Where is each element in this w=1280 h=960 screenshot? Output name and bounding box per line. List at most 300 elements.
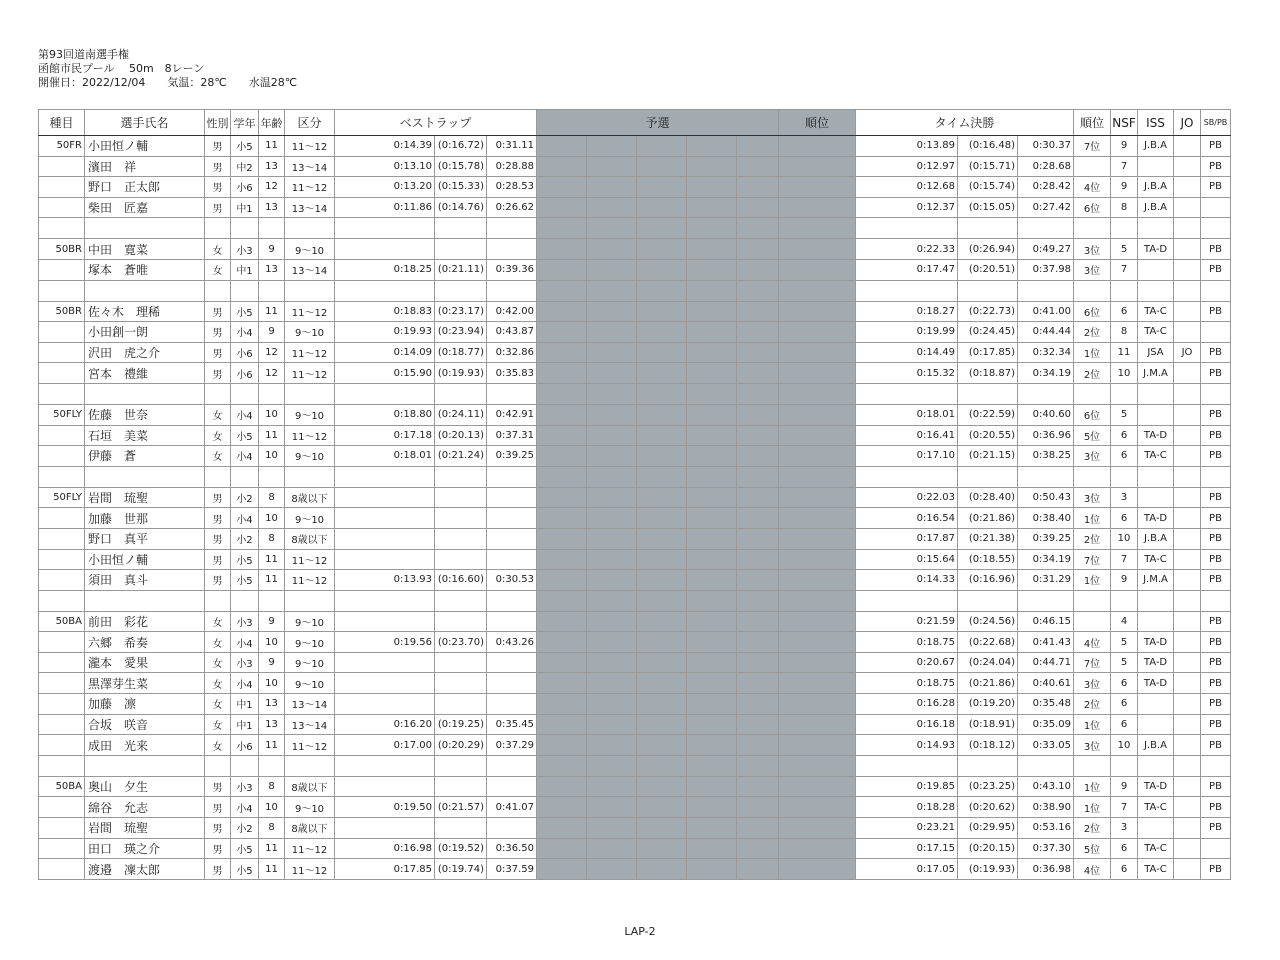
prelim-cell <box>587 838 637 859</box>
final-split1: 0:16.54 <box>856 508 958 529</box>
rank-cell <box>1074 466 1111 487</box>
rank-cell: 6位 <box>1074 197 1111 218</box>
prelim-cell <box>537 797 587 818</box>
best-lap-total <box>487 218 537 239</box>
sbpb-cell: PB <box>1201 859 1231 880</box>
nsf-cell: 7 <box>1111 156 1138 177</box>
best-lap-split1 <box>335 755 435 776</box>
grade-cell: 小5 <box>231 859 259 880</box>
grade-cell: 中1 <box>231 259 259 280</box>
iss-cell <box>1138 590 1174 611</box>
prelim-rank-cell <box>779 714 856 735</box>
name-cell: 沢田 虎之介 <box>85 342 205 363</box>
iss-cell: TA-C <box>1138 322 1174 343</box>
spacer-row <box>39 218 1231 239</box>
best-lap-total: 0:37.29 <box>487 735 537 756</box>
prelim-rank-cell <box>779 838 856 859</box>
event-cell <box>39 363 85 384</box>
best-lap-total <box>487 528 537 549</box>
final-split1: 0:22.03 <box>856 487 958 508</box>
prelim-cell <box>637 156 687 177</box>
prelim-cell <box>537 363 587 384</box>
rank-cell: 1位 <box>1074 797 1111 818</box>
iss-cell: J.B.A <box>1138 177 1174 198</box>
final-total: 0:28.68 <box>1018 156 1074 177</box>
grade-cell: 小4 <box>231 322 259 343</box>
prelim-cell <box>637 342 687 363</box>
name-cell: 小田恒ノ輔 <box>85 136 205 157</box>
prelim-cell <box>587 859 637 880</box>
event-cell: 50BA <box>39 776 85 797</box>
sbpb-cell: PB <box>1201 818 1231 839</box>
prelim-cell <box>637 301 687 322</box>
nsf-cell: 6 <box>1111 838 1138 859</box>
iss-cell: TA-D <box>1138 673 1174 694</box>
best-lap-split1: 0:15.90 <box>335 363 435 384</box>
rank-cell <box>1074 218 1111 239</box>
sex-cell: 男 <box>205 322 231 343</box>
prelim-cell <box>737 570 779 591</box>
prelim-cell <box>637 818 687 839</box>
final-split1: 0:15.32 <box>856 363 958 384</box>
prelim-cell <box>687 322 737 343</box>
prelim-cell <box>537 177 587 198</box>
name-cell: 伊藤 蒼 <box>85 446 205 467</box>
sex-cell <box>205 280 231 301</box>
prelim-cell <box>637 259 687 280</box>
prelim-cell <box>637 549 687 570</box>
best-lap-split1 <box>335 508 435 529</box>
iss-cell: TA-D <box>1138 776 1174 797</box>
table-row <box>39 735 1231 756</box>
event-cell <box>39 797 85 818</box>
age-cell: 12 <box>259 363 285 384</box>
name-cell: 岩間 琉聖 <box>85 487 205 508</box>
document-header <box>38 48 297 90</box>
table-row <box>39 797 1231 818</box>
final-total: 0:50.43 <box>1018 487 1074 508</box>
name-cell <box>85 383 205 404</box>
grade-cell: 小5 <box>231 136 259 157</box>
prelim-cell <box>537 611 587 632</box>
prelim-cell <box>687 694 737 715</box>
prelim-cell <box>737 797 779 818</box>
prelim-rank-cell <box>779 673 856 694</box>
best-lap-split2 <box>435 508 487 529</box>
best-lap-split1: 0:18.80 <box>335 404 435 425</box>
sbpb-cell <box>1201 218 1231 239</box>
division-cell: 11～12 <box>285 735 335 756</box>
table-row <box>39 404 1231 425</box>
prelim-rank-cell <box>779 755 856 776</box>
nsf-cell: 9 <box>1111 177 1138 198</box>
age-cell: 10 <box>259 632 285 653</box>
rank-cell <box>1074 755 1111 776</box>
table-row <box>39 673 1231 694</box>
division-cell: 13～14 <box>285 156 335 177</box>
best-lap-total <box>487 755 537 776</box>
prelim-cell <box>737 652 779 673</box>
best-lap-split2: (0:21.57) <box>435 797 487 818</box>
name-cell: 岩間 琉聖 <box>85 818 205 839</box>
col-age: 年齢 <box>259 110 285 136</box>
sbpb-cell <box>1201 197 1231 218</box>
prelim-rank-cell <box>779 363 856 384</box>
table-row <box>39 859 1231 880</box>
event-cell <box>39 466 85 487</box>
jo-cell: JO <box>1174 342 1201 363</box>
prelim-rank-cell <box>779 735 856 756</box>
event-cell <box>39 383 85 404</box>
age-cell: 11 <box>259 570 285 591</box>
division-cell: 11～12 <box>285 301 335 322</box>
sex-cell <box>205 383 231 404</box>
division-cell: 9～10 <box>285 611 335 632</box>
division-cell <box>285 218 335 239</box>
meet-title: 第93回道南選手権 <box>38 48 129 61</box>
rank-cell <box>1074 611 1111 632</box>
final-split2: (0:20.15) <box>958 838 1018 859</box>
jo-cell <box>1174 218 1201 239</box>
age-cell: 9 <box>259 322 285 343</box>
prelim-cell <box>737 487 779 508</box>
best-lap-split2: (0:19.93) <box>435 363 487 384</box>
prelim-cell <box>687 136 737 157</box>
prelim-cell <box>687 197 737 218</box>
prelim-cell <box>687 404 737 425</box>
prelim-cell <box>587 694 637 715</box>
rank-cell: 2位 <box>1074 694 1111 715</box>
sbpb-cell <box>1201 383 1231 404</box>
prelim-cell <box>687 611 737 632</box>
grade-cell: 中1 <box>231 714 259 735</box>
name-cell: 六郷 希奏 <box>85 632 205 653</box>
name-cell: 成田 光来 <box>85 735 205 756</box>
col-rank: 順位 <box>1074 110 1111 136</box>
best-lap-total: 0:28.88 <box>487 156 537 177</box>
prelim-cell <box>737 136 779 157</box>
prelim-cell <box>587 322 637 343</box>
sbpb-cell: PB <box>1201 239 1231 260</box>
prelim-cell <box>687 673 737 694</box>
division-cell: 11～12 <box>285 425 335 446</box>
sex-cell: 男 <box>205 301 231 322</box>
sbpb-cell: PB <box>1201 611 1231 632</box>
prelim-cell <box>537 549 587 570</box>
rank-cell: 1位 <box>1074 776 1111 797</box>
jo-cell <box>1174 859 1201 880</box>
jo-cell <box>1174 797 1201 818</box>
prelim-cell <box>587 735 637 756</box>
sbpb-cell: PB <box>1201 528 1231 549</box>
table-row <box>39 136 1231 157</box>
prelim-rank-cell <box>779 404 856 425</box>
prelim-cell <box>737 776 779 797</box>
prelim-rank-cell <box>779 136 856 157</box>
prelim-cell <box>687 528 737 549</box>
event-cell <box>39 508 85 529</box>
prelim-cell <box>637 611 687 632</box>
prelim-cell <box>687 446 737 467</box>
best-lap-split1: 0:17.18 <box>335 425 435 446</box>
best-lap-split1 <box>335 280 435 301</box>
final-split1 <box>856 466 958 487</box>
iss-cell <box>1138 280 1174 301</box>
rank-cell: 4位 <box>1074 177 1111 198</box>
prelim-cell <box>737 673 779 694</box>
best-lap-total <box>487 280 537 301</box>
best-lap-split1: 0:14.09 <box>335 342 435 363</box>
prelim-cell <box>737 508 779 529</box>
grade-cell: 小5 <box>231 570 259 591</box>
final-total: 0:36.98 <box>1018 859 1074 880</box>
best-lap-split1 <box>335 239 435 260</box>
final-total: 0:37.98 <box>1018 259 1074 280</box>
prelim-cell <box>687 259 737 280</box>
prelim-cell <box>537 818 587 839</box>
final-split2 <box>958 590 1018 611</box>
final-split1: 0:18.27 <box>856 301 958 322</box>
event-cell <box>39 673 85 694</box>
nsf-cell: 5 <box>1111 632 1138 653</box>
iss-cell <box>1138 818 1174 839</box>
name-cell: 石垣 美菜 <box>85 425 205 446</box>
table-row <box>39 776 1231 797</box>
best-lap-split2 <box>435 549 487 570</box>
prelim-cell <box>537 301 587 322</box>
best-lap-split1: 0:18.83 <box>335 301 435 322</box>
name-cell: 野口 正太郎 <box>85 177 205 198</box>
name-cell: 須田 真斗 <box>85 570 205 591</box>
jo-cell <box>1174 177 1201 198</box>
rank-cell: 3位 <box>1074 239 1111 260</box>
table-row <box>39 694 1231 715</box>
best-lap-split1: 0:19.93 <box>335 322 435 343</box>
final-split2: (0:21.86) <box>958 673 1018 694</box>
prelim-cell <box>637 776 687 797</box>
best-lap-total <box>487 239 537 260</box>
event-cell <box>39 694 85 715</box>
event-cell <box>39 549 85 570</box>
prelim-cell <box>537 259 587 280</box>
prelim-rank-cell <box>779 383 856 404</box>
event-cell <box>39 197 85 218</box>
age-cell <box>259 280 285 301</box>
final-split1 <box>856 590 958 611</box>
iss-cell: TA-C <box>1138 838 1174 859</box>
iss-cell <box>1138 383 1174 404</box>
jo-cell <box>1174 673 1201 694</box>
grade-cell <box>231 590 259 611</box>
age-cell: 11 <box>259 859 285 880</box>
division-cell: 9～10 <box>285 508 335 529</box>
final-split1: 0:19.85 <box>856 776 958 797</box>
age-cell <box>259 755 285 776</box>
prelim-cell <box>637 197 687 218</box>
prelim-cell <box>637 735 687 756</box>
name-cell: 前田 彩花 <box>85 611 205 632</box>
prelim-cell <box>537 218 587 239</box>
event-cell <box>39 280 85 301</box>
final-split1: 0:22.33 <box>856 239 958 260</box>
jo-cell <box>1174 528 1201 549</box>
prelim-cell <box>637 570 687 591</box>
sbpb-cell: PB <box>1201 301 1231 322</box>
best-lap-split1: 0:13.10 <box>335 156 435 177</box>
table-row <box>39 425 1231 446</box>
prelim-cell <box>537 322 587 343</box>
sbpb-cell <box>1201 466 1231 487</box>
sbpb-cell: PB <box>1201 425 1231 446</box>
final-split1: 0:16.41 <box>856 425 958 446</box>
age-cell: 13 <box>259 259 285 280</box>
prelim-rank-cell <box>779 156 856 177</box>
best-lap-split1 <box>335 218 435 239</box>
final-split2: (0:24.04) <box>958 652 1018 673</box>
sbpb-cell <box>1201 280 1231 301</box>
best-lap-split1: 0:17.00 <box>335 735 435 756</box>
prelim-cell <box>537 508 587 529</box>
prelim-cell <box>737 632 779 653</box>
age-cell: 11 <box>259 136 285 157</box>
final-split2: (0:22.73) <box>958 301 1018 322</box>
final-split2: (0:21.86) <box>958 508 1018 529</box>
age-cell: 10 <box>259 508 285 529</box>
prelim-cell <box>687 590 737 611</box>
grade-cell: 小6 <box>231 735 259 756</box>
name-cell: 佐々木 理稀 <box>85 301 205 322</box>
prelim-cell <box>687 425 737 446</box>
best-lap-split1: 0:13.20 <box>335 177 435 198</box>
prelim-cell <box>687 218 737 239</box>
final-split1: 0:18.28 <box>856 797 958 818</box>
prelim-cell <box>737 818 779 839</box>
final-split2: (0:18.87) <box>958 363 1018 384</box>
jo-cell <box>1174 197 1201 218</box>
sbpb-cell: PB <box>1201 363 1231 384</box>
final-split2 <box>958 383 1018 404</box>
prelim-cell <box>587 755 637 776</box>
name-cell: 加藤 凛 <box>85 694 205 715</box>
rank-cell: 2位 <box>1074 528 1111 549</box>
final-split2 <box>958 755 1018 776</box>
best-lap-split1 <box>335 694 435 715</box>
final-split2: (0:22.68) <box>958 632 1018 653</box>
event-cell <box>39 652 85 673</box>
nsf-cell: 8 <box>1111 322 1138 343</box>
final-split1 <box>856 755 958 776</box>
best-lap-total <box>487 694 537 715</box>
final-split2: (0:24.56) <box>958 611 1018 632</box>
grade-cell: 小5 <box>231 425 259 446</box>
age-cell: 11 <box>259 549 285 570</box>
sex-cell: 男 <box>205 177 231 198</box>
final-split1: 0:17.47 <box>856 259 958 280</box>
table-row <box>39 508 1231 529</box>
best-lap-split1 <box>335 590 435 611</box>
prelim-rank-cell <box>779 259 856 280</box>
prelim-cell <box>687 280 737 301</box>
final-split1: 0:12.37 <box>856 197 958 218</box>
best-lap-split1: 0:16.98 <box>335 838 435 859</box>
best-lap-split1: 0:17.85 <box>335 859 435 880</box>
jo-cell <box>1174 590 1201 611</box>
grade-cell: 中2 <box>231 156 259 177</box>
grade-cell: 小5 <box>231 549 259 570</box>
division-cell: 11～12 <box>285 363 335 384</box>
prelim-rank-cell <box>779 446 856 467</box>
prelim-cell <box>737 322 779 343</box>
grade-cell: 小4 <box>231 797 259 818</box>
iss-cell <box>1138 487 1174 508</box>
age-cell: 12 <box>259 342 285 363</box>
sex-cell: 女 <box>205 652 231 673</box>
best-lap-total: 0:31.11 <box>487 136 537 157</box>
age-cell: 10 <box>259 673 285 694</box>
prelim-cell <box>687 714 737 735</box>
age-cell: 10 <box>259 404 285 425</box>
best-lap-total: 0:28.53 <box>487 177 537 198</box>
final-split1: 0:13.89 <box>856 136 958 157</box>
best-lap-split2: (0:14.76) <box>435 197 487 218</box>
prelim-cell <box>637 797 687 818</box>
best-lap-split2 <box>435 528 487 549</box>
prelim-cell <box>737 177 779 198</box>
spacer-row <box>39 590 1231 611</box>
best-lap-total: 0:32.86 <box>487 342 537 363</box>
jo-cell <box>1174 280 1201 301</box>
final-total: 0:38.25 <box>1018 446 1074 467</box>
sex-cell: 女 <box>205 735 231 756</box>
event-cell: 50BR <box>39 301 85 322</box>
jo-cell <box>1174 136 1201 157</box>
prelim-cell <box>537 838 587 859</box>
best-lap-split2 <box>435 652 487 673</box>
jo-cell <box>1174 776 1201 797</box>
final-total: 0:34.19 <box>1018 363 1074 384</box>
prelim-cell <box>687 797 737 818</box>
best-lap-split2: (0:20.13) <box>435 425 487 446</box>
col-name: 選手氏名 <box>85 110 205 136</box>
rank-cell: 1位 <box>1074 570 1111 591</box>
iss-cell <box>1138 694 1174 715</box>
division-cell: 8歳以下 <box>285 528 335 549</box>
event-cell: 50FLY <box>39 487 85 508</box>
prelim-rank-cell <box>779 508 856 529</box>
prelim-rank-cell <box>779 611 856 632</box>
table-row <box>39 446 1231 467</box>
jo-cell <box>1174 383 1201 404</box>
prelim-cell <box>537 446 587 467</box>
division-cell: 11～12 <box>285 549 335 570</box>
prelim-cell <box>687 508 737 529</box>
prelim-cell <box>537 197 587 218</box>
prelim-cell <box>637 632 687 653</box>
final-split2: (0:18.12) <box>958 735 1018 756</box>
prelim-rank-cell <box>779 280 856 301</box>
prelim-cell <box>737 280 779 301</box>
prelim-cell <box>537 466 587 487</box>
iss-cell: TA-C <box>1138 797 1174 818</box>
grade-cell <box>231 466 259 487</box>
best-lap-total <box>487 383 537 404</box>
sbpb-cell: PB <box>1201 549 1231 570</box>
sex-cell: 女 <box>205 404 231 425</box>
final-total: 0:36.96 <box>1018 425 1074 446</box>
prelim-rank-cell <box>779 528 856 549</box>
final-total: 0:31.29 <box>1018 570 1074 591</box>
final-split2: (0:18.55) <box>958 549 1018 570</box>
